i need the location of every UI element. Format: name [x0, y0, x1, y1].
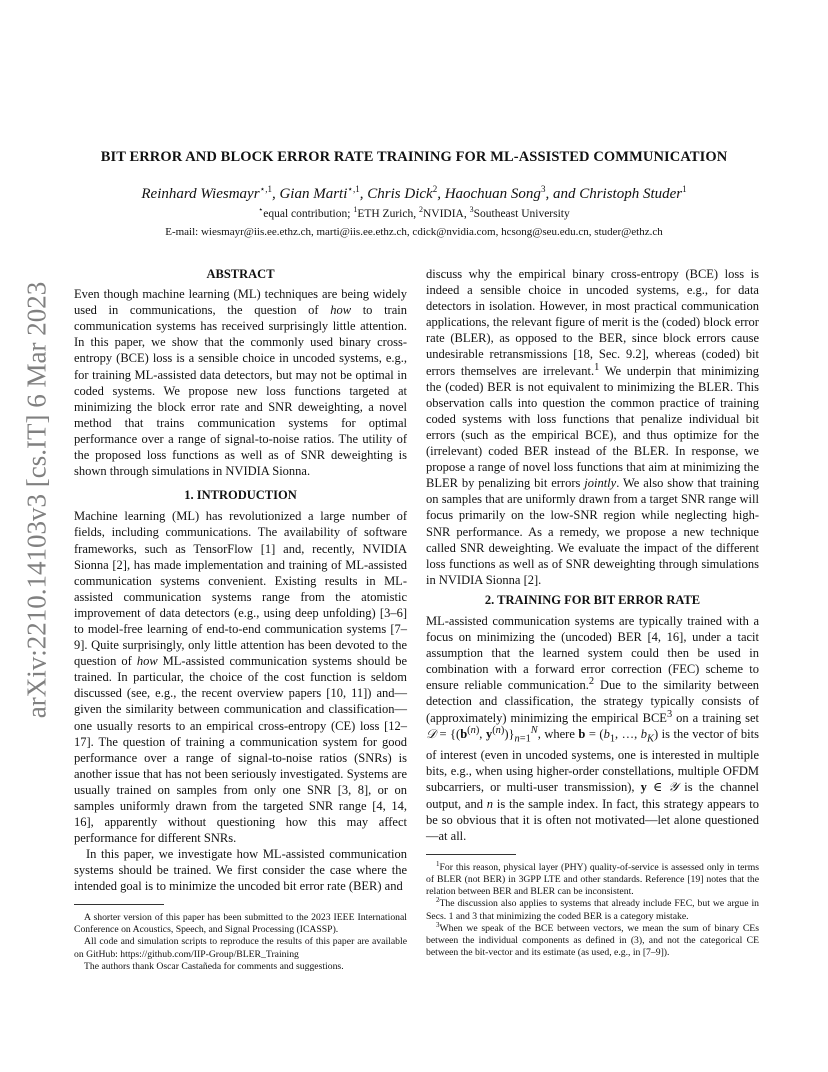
equal-contribution-note: equal contribution;	[263, 208, 354, 220]
code-availability-note: All code and simulation scripts to reproduce the results of this paper are available on GitHub: https://github.com/IIP-Group/BLER_Training	[74, 936, 407, 960]
author-4: Haochuan Song	[444, 186, 541, 202]
footnote-3: $^3$When we speak of the BCE between vectors, we mean the sum of binary CEs between the individual components as defined in (3), and not the categorical CE between the bit-vector and its estimate (as used, e.g., in [7–9]).	[426, 920, 759, 959]
left-footnotes	[74, 904, 407, 973]
abstract-heading: ABSTRACT	[206, 267, 275, 281]
affil-2-mark: 2	[418, 205, 423, 215]
author-2: Gian Marti	[279, 186, 348, 202]
footnote-1: $^1$For this reason, physical layer (PHY) quality-of-service is assessed only in terms of BLER (not BER) in 3GPP LTE and other standards. Reference [19] notes that the relation between BER and BLER can be inconsistent.	[426, 859, 759, 898]
intro-paragraph-2-continued: discuss why the empirical binary cross-entropy (BCE) loss is indeed a sensible choice in uncoded systems, e.g., for data detectors in isolation. However, in most practical communication applications, the relevant figure of merit is the (coded) block error rate (BLER), as opposed to the BER, since block errors cause undesirable retransmissions [18, Sec. 9.2], whereas (coded) bit errors themselves are irrelevant.$^1$ We underpin that minimizing the (coded) BER is not equivalent to minimizing the BLER. This observation calls into question the common practice of training coded systems with loss functions that penalize individual bit errors (such as the empirical BCE), and thus optimize for the (irrelevant) coded BER instead of the BLER. In response, we propose a range of novel loss functions that aim at minimizing the BLER by penalizing bit errors jointly. We also show that training on samples that are uniformly drawn from a target SNR range will focus primarily on the low-SNR region while neglecting high-SNR performance. As a remedy, we propose a new technique called SNR deweighting. We evaluate the impact of the different loss functions as well as of SNR deweighting through simulations in NVIDIA Sionna [2].	[426, 267, 760, 587]
author-emails: E-mail: wiesmayr@iis.ee.ethz.ch, marti@iis.ee.ethz.ch, cdick@nvidia.com, hcsong@seu.edu.cn, studer@ethz.ch	[165, 226, 663, 238]
left-column	[74, 266, 407, 895]
intro-paragraph-1: Machine learning (ML) has revolutionized a large number of fields, including communications. The availability of software frameworks, such as TensorFlow [1] and, recently, NVIDIA Sionna [2], has made implementation and training of ML-assisted communication systems convenient. Existing results in ML-assisted communication systems range from the atomistic improvement of data detectors (e.g., using deep unfolding) [3–6] to model-free learning of end-to-end communication systems [7–9]. Quite surprisingly, only little attention has been devoted to the question of how ML-assisted communication systems should be trained. In particular, the choice of the cost function is seldom discussed (see, e.g., the recent overview papers [10, 11]) and—given the similarity between communication and classification—one usually resorts to an empirical cross-entropy (CE) loss [12–17]. The question of training a communication system for good performance over a range of signal-to-noise ratios (SNRs) is another issue that has not been seriously investigated. Systems are usually trained on samples from only one SNR [3, 8], or on samples uniformly drawn from the targeted SNR range [4, 14, 16], apparently without questioning how this may affect performance for different SNRs.	[74, 509, 408, 846]
author-3: Chris Dick	[367, 186, 433, 202]
footnote-rule	[426, 854, 516, 855]
affil-3-mark: 3	[469, 205, 474, 215]
section-2-paragraph: ML-assisted communication systems are typically trained with a focus on minimizing the (uncoded) BER [4, 16], under a tacit assumption that the learned system could then be used in combination with a forward error correction (FEC) scheme to ensure reliable communication.$^2$ Due to the similarity between detection and classification, the strategy typically consists of (approximately) minimizing the empirical BCE$^3$ on a training set 𝒟 = {($b^{(n)}$, $y^{(n)})\}_{n=1}^N$, where $b = (b_1$, …, $b_K$) is the vector of bits of interest (even in uncoded systems, one is interested in multiple bits, e.g., when using higher-order constellations, multiple OFDM subcarriers, or multi-user transmission), y ∈ 𝒴 is the channel output, and n is the sample index. In fact, this strategy appears to be so obvious that it is often not motivated—let alone questioned—at all.	[426, 613, 759, 843]
affil-1-mark: 1	[353, 205, 358, 215]
arxiv-identifier	[19, 281, 55, 719]
affil-3: Southeast University	[473, 208, 570, 220]
paper-title: BIT ERROR AND BLOCK ERROR RATE TRAINING FOR ML-ASSISTED COMMUNICATION	[100, 149, 728, 165]
author-1-mark: ⋆,1	[259, 184, 272, 194]
affil-1: ETH Zurich,	[357, 208, 419, 220]
affil-2: NVIDIA,	[422, 208, 470, 220]
author-2-mark: ⋆,1	[347, 184, 360, 194]
acknowledgment-note: The authors thank Oscar Castañeda for comments and suggestions.	[84, 960, 344, 972]
affiliations	[60, 205, 768, 220]
equal-mark: ⋆	[258, 205, 264, 215]
author-5: and Christoph Studer	[552, 186, 683, 202]
author-1: Reinhard Wiesmayr	[141, 186, 260, 202]
introduction-heading: 1. INTRODUCTION	[184, 488, 297, 503]
footnote-2: $^2$The discussion also applies to systems that already include FEC, but we argue in Secs. 1 and 3 that minimizing the coded BER is a category mistake.	[426, 896, 759, 922]
author-4-mark: 3	[540, 184, 546, 194]
section-2-heading: 2. TRAINING FOR BIT ERROR RATE	[484, 592, 701, 607]
intro-paragraph-2: In this paper, we investigate how ML-assisted communication systems should be trained. We first consider the case where the intended goal is to minimize the uncoded bit error rate (BER) and	[74, 847, 407, 894]
abstract-text: Even though machine learning (ML) techniques are being widely used in communications, the question of how to train communication systems has received surprisingly little attention. In this paper, we show that the commonly used binary cross-entropy (BCE) loss is a sensible choice in uncoded systems, e.g., for training ML-assisted data detectors, but may not be optimal in coded systems. We propose new loss functions targeted at minimizing the block error rate and SNR deweighting, a novel method that trains communication systems for optimal performance over a range of signal-to-noise ratios. The utility of the proposed loss functions as well as of SNR deweighting is shown through simulations in NVIDIA Sionna.	[74, 287, 407, 479]
arxiv-identifier-text: arXiv:2210.14103v3 [cs.IT] 6 Mar 2023	[21, 281, 52, 719]
right-column	[426, 266, 759, 959]
author-list: Reinhard Wiesmayr$^{⋆,1}$, Gian Marti$^{⋆,1}$, Chris Dick$^2$, Haochuan Song$^3$, and Christoph Studer$^1$	[141, 184, 687, 202]
left-footnote-rule	[74, 904, 164, 905]
submission-note: A shorter version of this paper has been submitted to the 2023 IEEE International Conference on Acoustics, Speech, and Signal Processing (ICASSP).	[74, 912, 407, 936]
author-5-mark: 1	[682, 184, 687, 194]
author-3-mark: 2	[432, 184, 438, 194]
